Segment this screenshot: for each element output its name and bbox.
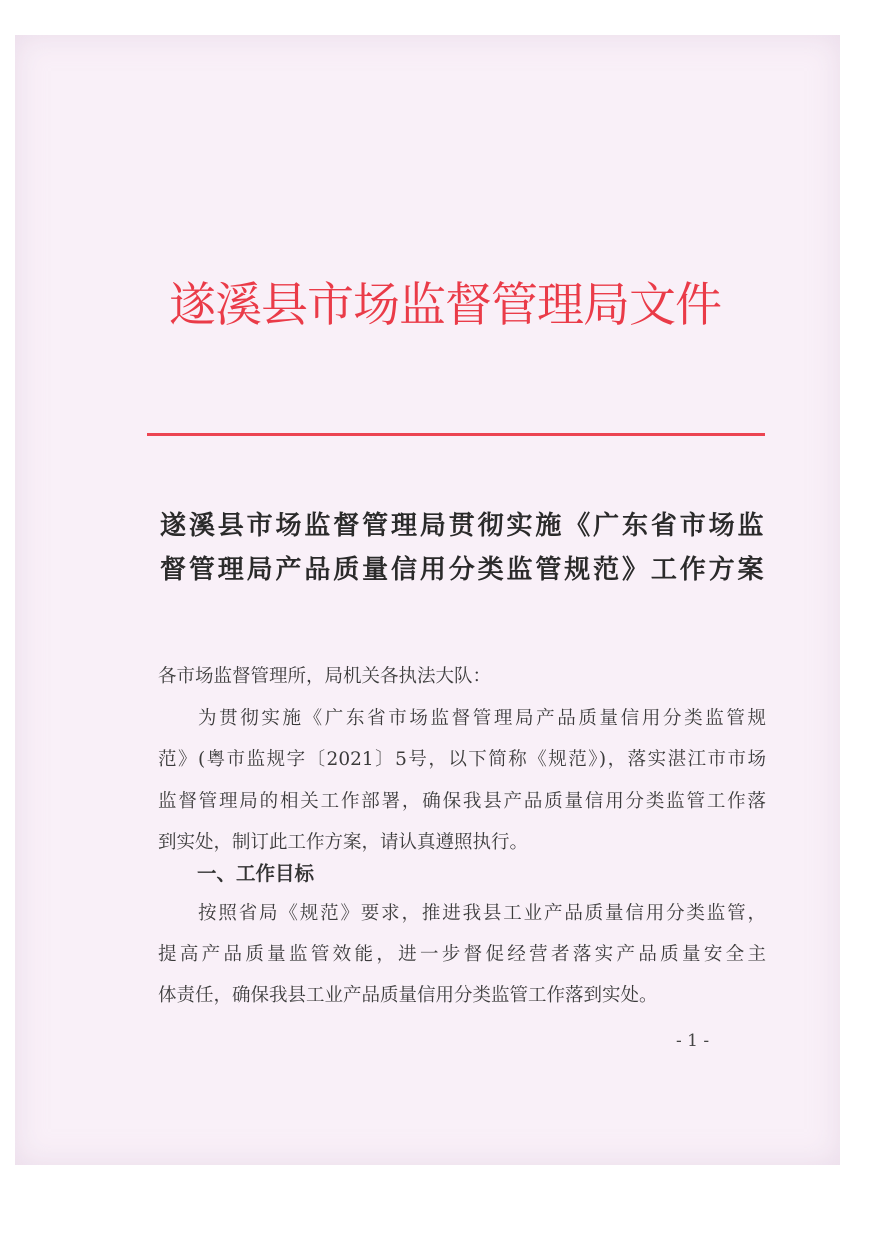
page-number: - 1 -	[676, 1031, 710, 1051]
intro-line: 为贯彻实施《广东省市场监督管理局产品质量信用分类监管规	[198, 708, 766, 729]
document-title-line: 督管理局产品质量信用分类监管规范》工作方案	[160, 555, 764, 585]
section-line: 按照省局《规范》要求，推进我县工业产品质量信用分类监管，	[198, 903, 766, 924]
document-title-line: 遂溪县市场监督管理局贯彻实施《广东省市场监	[160, 511, 764, 541]
intro-line: 到实处，制订此工作方案，请认真遵照执行。	[158, 832, 529, 853]
intro-line: 范》(粤市监规字〔2021〕5号，以下简称《规范》)，落实湛江市市场	[158, 749, 766, 770]
section-heading: 一、工作目标	[197, 862, 315, 885]
section-line: 提高产品质量监管效能，进一步督促经营者落实产品质量安全主	[158, 944, 766, 965]
section-line: 体责任，确保我县工业产品质量信用分类监管工作落到实处。	[158, 985, 658, 1006]
intro-line: 监督管理局的相关工作部署，确保我县产品质量信用分类监管工作落	[158, 791, 766, 812]
addressee: 各市场监督管理所，局机关各执法大队：	[158, 666, 492, 687]
red-divider	[147, 433, 765, 436]
issuer-header: 遂溪县市场监督管理局文件	[169, 278, 721, 333]
